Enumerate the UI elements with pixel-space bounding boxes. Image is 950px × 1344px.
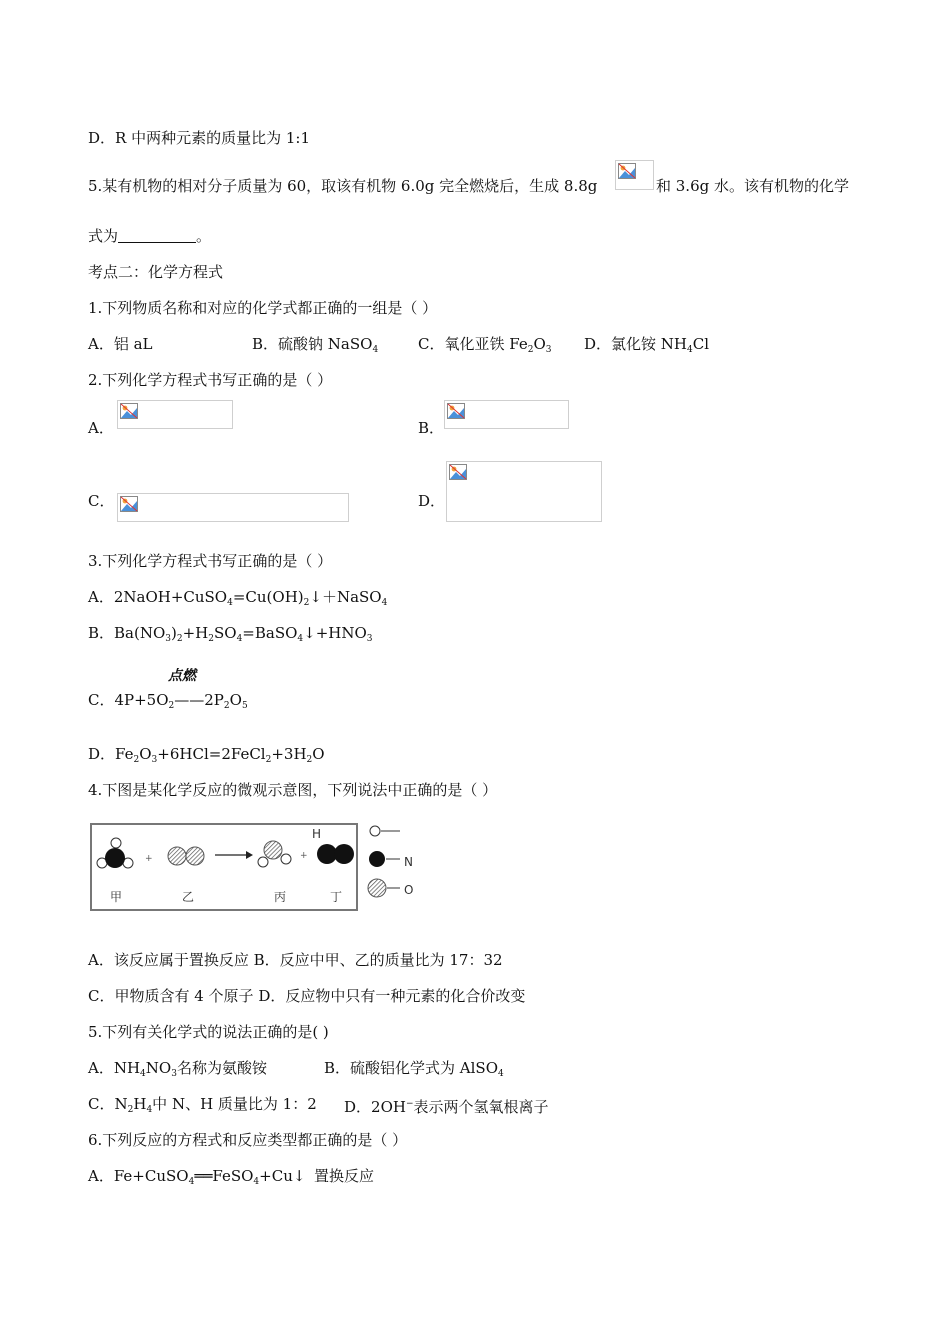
q2-c-image [117,493,349,522]
q5a-line1 [88,176,597,196]
q2-stem: 2.下列化学方程式书写正确的是（ ） [88,371,333,389]
q5a-post: 和 3.6g 水。该有机物的化学 [656,177,849,195]
q5-stem: 5.下列有关化学式的说法正确的是( ) [88,1023,329,1041]
q3-stem: 3.下列化学方程式书写正确的是（ ） [88,552,333,570]
q3-option-c: C．$4P+5O_2——2P_2O_5$ [88,691,248,711]
q5a-pre: 5.某有机物的相对分子质量为 60，取该有机物 6.0g 完全燃烧后，生成 8.8g [88,177,598,195]
legend-label-o: O [404,883,414,897]
q2-a-image [117,400,233,429]
q1-option-b: B．硫酸钠 NaSO$_4$ [252,335,379,355]
broken-image-icon [447,403,465,419]
broken-image-icon [120,496,138,512]
molecule-bing [258,841,291,867]
q4-stem: 4.下图是某化学反应的微观示意图，下列说法中正确的是（ ） [88,781,498,799]
label-yi: 乙 [182,890,195,904]
label-jia: 甲 [110,890,123,904]
answer-blank[interactable] [118,228,196,243]
label-bing: 丙 [274,890,287,904]
q1-option-c: C．氧化亚铁 $Fe_2O_3$ [418,335,552,355]
q2-option-c: C． [88,492,115,510]
q3-option-b: B．$Ba(NO_3)_2+H_2SO_4=BaSO_4↓+HNO_3$ [88,624,373,644]
svg-text:+: + [300,851,308,861]
broken-image-icon [120,403,138,419]
reaction-diagram-drawing [90,823,420,913]
q6-stem: 6.下列反应的方程式和反应类型都正确的是（ ） [88,1131,408,1149]
q5-option-a: A．$NH_4NO_3$名称为氨酸铵 [88,1059,267,1079]
q3-option-d: D．$Fe_2O_3+6HCl=2FeCl_2+3H_2O$ [88,745,325,765]
q2-b-image [444,400,569,429]
molecule-jia [97,838,133,868]
legend [368,826,400,897]
molecule-ding [317,844,354,864]
q6-option-a-type: 置换反应 [314,1167,375,1185]
legend-label-h: H [312,827,322,841]
formula-image-placeholder [615,160,654,190]
q1-stem: 1.下列物质名称和对应的化学式都正确的一组是（ ） [88,299,438,317]
q1-option-d: D．氯化铵 $NH_4Cl$ [584,335,710,355]
q5-option-c: C．$N_2H_4$中 N、H 质量比为 1：2 [88,1095,317,1115]
q2-option-b: B． [418,419,445,437]
q6-option-a: A．Fe+CuSO$_4$══FeSO$_4$+Cu↓ [88,1167,306,1187]
q2-option-a: A． [88,419,114,437]
reaction-arrow [215,851,253,859]
q3-c-condition: 点燃 [168,668,196,684]
q3-option-a: A．$2NaOH+CuSO_4=Cu(OH)_2↓+NaSO_4$ [88,588,388,608]
q-prev-option-d: D．R 中两种元素的质量比为 1:1 [88,129,310,147]
q4-options-ab: A．该反应属于置换反应 B．反应中甲、乙的质量比为 17：32 [88,951,503,969]
q5a-end: 。 [196,227,212,245]
label-ding: 丁 [330,890,343,904]
legend-label-n: N [404,855,413,869]
broken-image-icon [449,464,467,480]
q5-option-b: B．硫酸铝化学式为 AlSO$_4$ [324,1059,504,1079]
q2-d-image [446,461,602,522]
broken-image-icon [618,163,636,179]
molecule-yi [168,847,204,865]
q5-option-d: D．2OH−表示两个氢氧根离子 [344,1098,549,1116]
svg-text:+: + [145,854,153,864]
q2-option-d: D． [418,492,446,510]
q4-options-cd: C．甲物质含有 4 个原子 D．反应物中只有一种元素的化合价改变 [88,987,526,1005]
q5a-line2 [88,226,211,246]
q1-option-a: A．铝 aL [88,335,153,353]
section-title: 考点二：化学方程式 [88,263,224,281]
q5a-cont: 式为 [88,227,119,245]
